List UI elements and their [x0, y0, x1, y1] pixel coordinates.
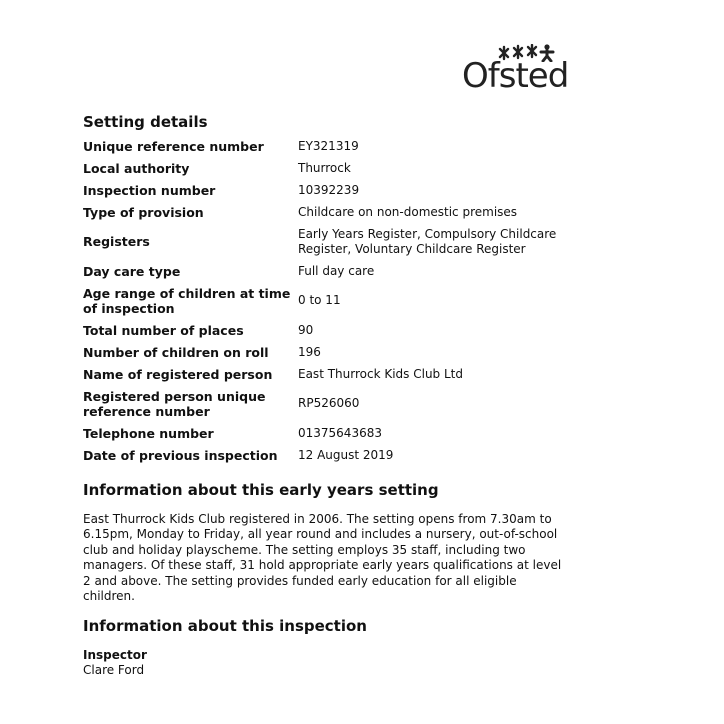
- detail-label: Day care type: [83, 263, 181, 279]
- detail-row: [83, 422, 643, 444]
- detail-label: Registers: [83, 234, 150, 249]
- detail-value: Thurrock: [298, 160, 351, 175]
- detail-label: Name of registered person: [83, 366, 273, 382]
- report-content: [83, 112, 643, 678]
- detail-label: Number of children on roll: [83, 344, 269, 360]
- detail-value: 12 August 2019: [298, 447, 394, 462]
- inspector-label: Inspector: [83, 648, 147, 663]
- detail-label: Unique reference number: [83, 138, 264, 154]
- detail-value: Full day care: [298, 263, 375, 278]
- detail-row: [83, 385, 643, 422]
- detail-label: Inspection number: [83, 182, 216, 198]
- detail-value: 10392239: [298, 182, 360, 197]
- detail-value: EY321319: [298, 138, 359, 153]
- detail-row: [83, 179, 643, 201]
- setting-details-table: [83, 135, 643, 466]
- detail-label: Registered person unique reference number: [83, 388, 266, 419]
- detail-row: [83, 363, 643, 385]
- detail-value: 90: [298, 322, 314, 337]
- detail-value: Early Years Register, Compulsory Childcare Register, Voluntary Childcare Register: [298, 226, 557, 256]
- inspector-name: Clare Ford: [83, 663, 145, 678]
- detail-value: 0 to 11: [298, 293, 341, 307]
- detail-value: 196: [298, 344, 321, 359]
- detail-row: [83, 444, 643, 466]
- detail-row: [83, 201, 643, 223]
- detail-label: Local authority: [83, 160, 190, 176]
- detail-label: Date of previous inspection: [83, 447, 278, 463]
- detail-row: [83, 260, 643, 282]
- detail-row: [83, 341, 643, 363]
- detail-value: East Thurrock Kids Club Ltd: [298, 366, 463, 381]
- setting-details-heading: Setting details: [83, 113, 208, 131]
- detail-value: Childcare on non-domestic premises: [298, 204, 518, 219]
- detail-row: [83, 319, 643, 341]
- detail-label: Type of provision: [83, 204, 204, 220]
- early-years-info-paragraph: East Thurrock Kids Club registered in 2006. The setting opens from 7.30am to 6.15pm, Monday to Friday, all year round and includes a nursery, out-of-school club and holiday playscheme. The setting employs 35 staff, including two managers. Of these staff, 31 hold appropriate early years qualifications at level 2 and above. The setting provides funded early education for all eligible children.: [83, 512, 562, 604]
- inspection-info-heading: Information about this inspection: [83, 617, 367, 636]
- detail-label: Age range of children at time of inspection: [83, 285, 291, 316]
- detail-label: Telephone number: [83, 425, 214, 441]
- ofsted-logo: [462, 44, 569, 100]
- detail-value: RP526060: [298, 396, 360, 410]
- detail-row: [83, 223, 643, 260]
- detail-value: 01375643683: [298, 425, 382, 440]
- detail-row: [83, 282, 643, 319]
- detail-row: [83, 135, 643, 157]
- detail-row: [83, 157, 643, 179]
- detail-label: Total number of places: [83, 322, 244, 338]
- early-years-info-heading: Information about this early years setting: [83, 481, 439, 499]
- logo-wordmark: Ofsted: [462, 56, 569, 96]
